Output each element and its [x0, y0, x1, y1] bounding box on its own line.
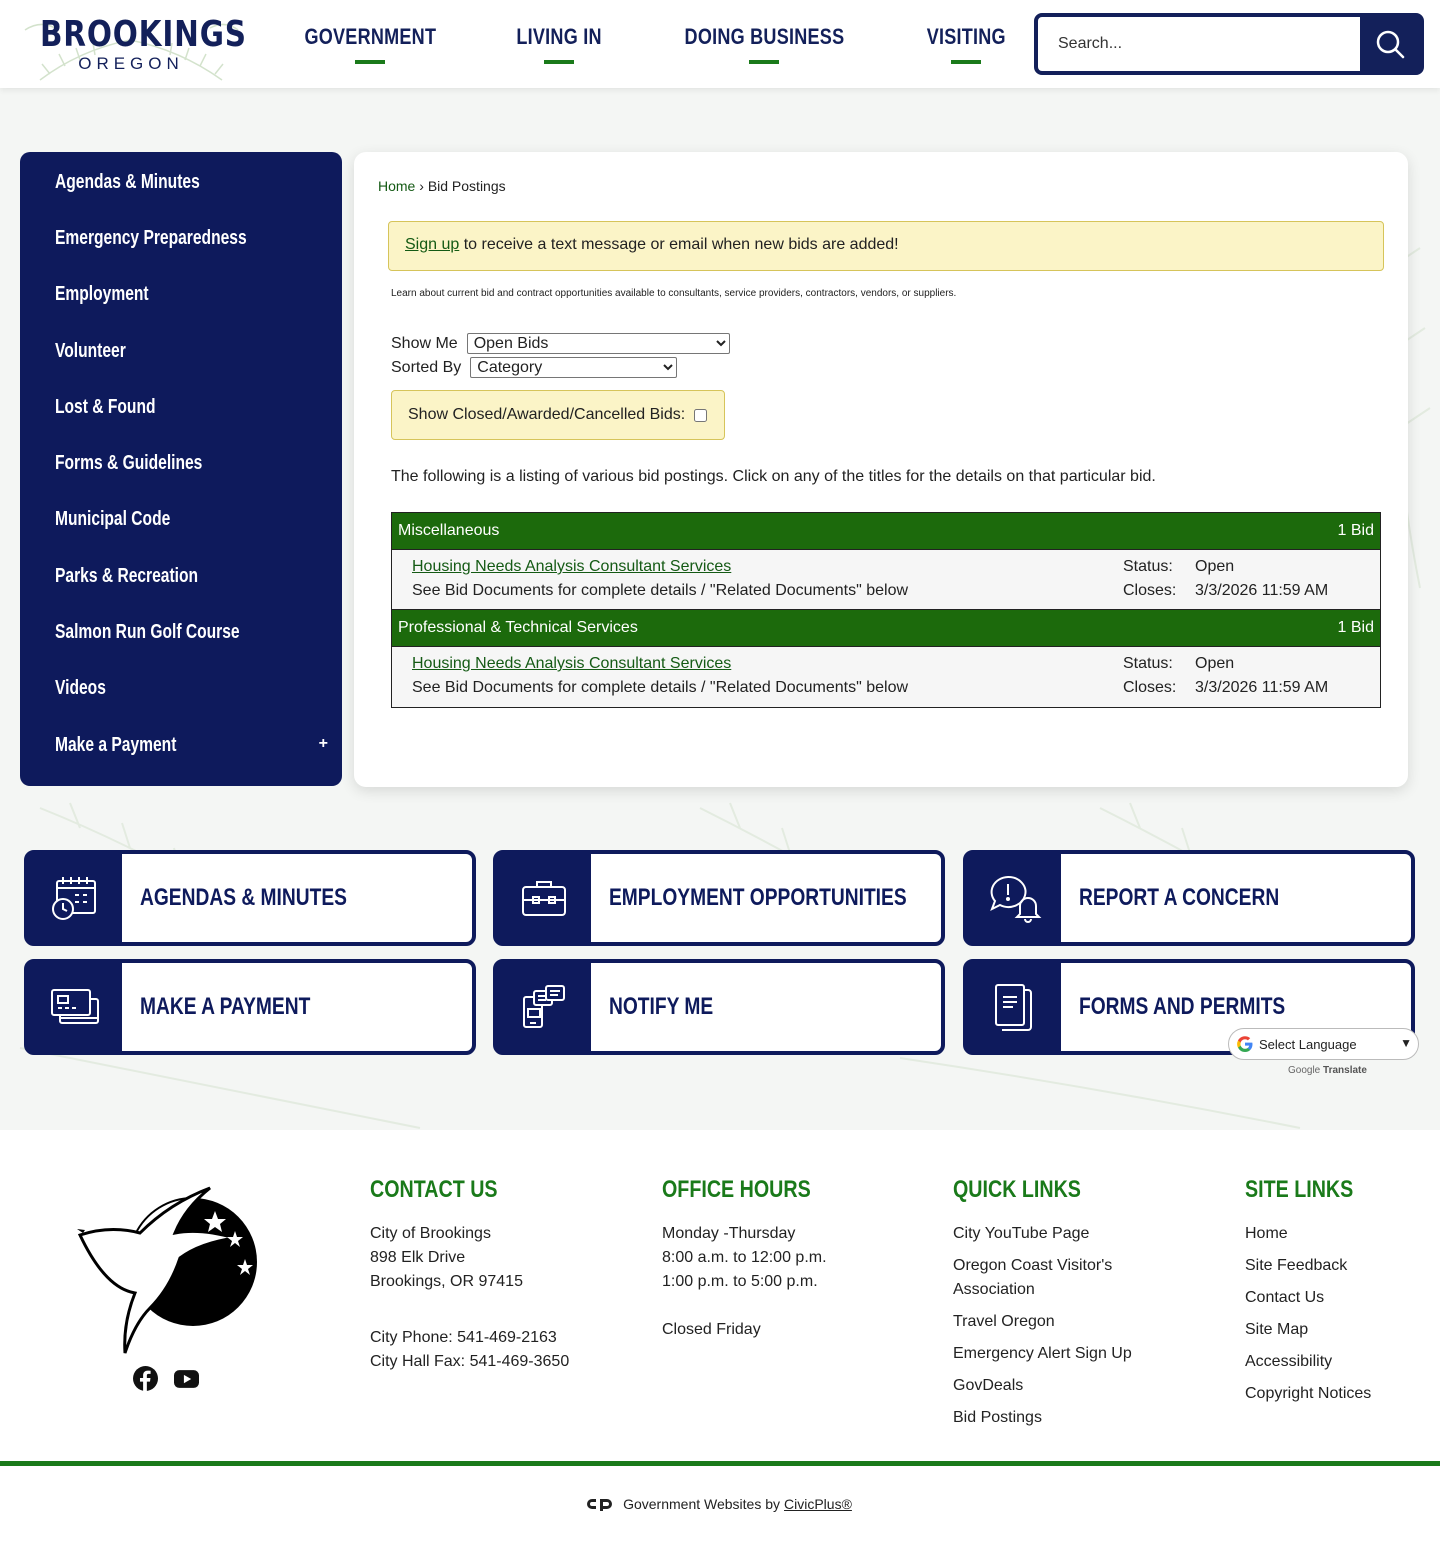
- tile-label: [140, 963, 353, 1051]
- briefcase-icon: [520, 878, 568, 918]
- sorted-by-label: Sorted By: [391, 358, 462, 376]
- sidebar-item-forms-guidelines[interactable]: [20, 435, 342, 491]
- breadcrumb-home-link[interactable]: Home: [378, 178, 416, 194]
- breadcrumb-separator: ›: [419, 178, 424, 194]
- calendar-clock-icon: [51, 875, 99, 921]
- sidebar-item-parks-recreation[interactable]: [20, 548, 342, 604]
- quick-link-oregon-coast[interactable]: Oregon Coast Visitor's Association: [953, 1257, 1113, 1298]
- breadcrumb: [378, 178, 506, 194]
- show-me-label: Show Me: [391, 334, 458, 352]
- nav-underline: [544, 60, 574, 64]
- documents-icon: [992, 982, 1036, 1032]
- chevron-down-icon: ▼: [1400, 1036, 1412, 1050]
- logo-title: BROOKINGS: [39, 14, 247, 55]
- sidebar-item-label: Municipal Code: [55, 508, 171, 531]
- category-header: [392, 610, 1380, 647]
- nav-label: DOING BUSINESS: [684, 24, 845, 49]
- bid-title-link[interactable]: Housing Needs Analysis Consultant Services: [412, 558, 732, 575]
- hours-line: 1:00 p.m. to 5:00 p.m.: [662, 1273, 818, 1290]
- sorted-by-select[interactable]: [470, 357, 677, 378]
- contact-line: 898 Elk Drive: [370, 1249, 466, 1266]
- bid-row: [392, 550, 1380, 610]
- contact-line: City of Brookings: [370, 1225, 491, 1242]
- category-count: 1 Bid: [1337, 522, 1374, 539]
- site-link-copyright[interactable]: Copyright Notices: [1245, 1385, 1372, 1402]
- site-footer: [0, 1130, 1440, 1464]
- contact-line: Brookings, OR 97415: [370, 1273, 523, 1290]
- bid-row: [392, 647, 1380, 707]
- category-name: Miscellaneous: [398, 522, 500, 539]
- sidebar-item-volunteer[interactable]: [20, 323, 342, 379]
- tile-icon-box: [28, 854, 122, 942]
- tile-label: [140, 854, 399, 942]
- bid-description: See Bid Documents for complete details / "Related Documents" below: [412, 582, 909, 599]
- sidebar-item-videos[interactable]: [20, 661, 342, 717]
- category-name: Professional & Technical Services: [398, 619, 638, 636]
- credit-card-icon: [50, 987, 100, 1027]
- tile-label: [609, 963, 739, 1051]
- sidebar-item-label: Volunteer: [55, 339, 126, 362]
- tile-agendas-minutes[interactable]: [24, 850, 476, 946]
- tile-label-text: REPORT A CONCERN: [1079, 884, 1280, 911]
- breadcrumb-current: Bid Postings: [427, 178, 506, 194]
- google-g-icon: [1236, 1035, 1254, 1053]
- sidebar-item-make-payment[interactable]: [20, 717, 342, 773]
- powered-by-google: [1288, 1065, 1367, 1076]
- bottom-text: Government Websites by: [623, 1495, 781, 1512]
- civicplus-icon: [588, 1497, 612, 1511]
- sidebar-item-label: Parks & Recreation: [55, 564, 199, 587]
- nav-doing-business[interactable]: [639, 0, 890, 88]
- hours-heading: OFFICE HOURS: [662, 1176, 811, 1203]
- sidebar-item-municipal-code[interactable]: [20, 492, 342, 548]
- logo-subtitle: OREGON: [78, 54, 184, 73]
- sidebar-item-agendas-minutes[interactable]: [20, 154, 342, 210]
- tile-label: [1079, 854, 1329, 942]
- tile-make-payment[interactable]: [24, 959, 476, 1055]
- nav-visiting[interactable]: [890, 0, 1043, 88]
- search-icon: [1374, 28, 1406, 60]
- hours-closed: Closed Friday: [662, 1321, 761, 1338]
- listing-description: The following is a listing of various bid postings. Click on any of the titles for the details on that particular bid.: [391, 468, 1156, 485]
- nav-underline: [355, 60, 385, 64]
- bid-status-value: Open: [1195, 655, 1235, 672]
- tile-label-text: EMPLOYMENT OPPORTUNITIES: [609, 884, 907, 911]
- translate-text: Translate: [1323, 1065, 1367, 1076]
- site-links-heading: SITE LINKS: [1245, 1176, 1354, 1203]
- show-closed-label: Show Closed/Awarded/Cancelled Bids:: [408, 406, 686, 423]
- tile-icon-box: [497, 963, 591, 1051]
- hours-line: Monday -Thursday: [662, 1225, 796, 1242]
- bid-table: [391, 512, 1381, 708]
- quick-links-heading: QUICK LINKS: [953, 1176, 1081, 1203]
- signup-link[interactable]: Sign up: [405, 236, 460, 253]
- facebook-icon: [133, 1366, 158, 1391]
- site-link-accessibility[interactable]: Accessibility: [1245, 1353, 1333, 1370]
- show-closed-checkbox[interactable]: [694, 409, 707, 422]
- tile-icon-box: [28, 963, 122, 1051]
- youtube-link[interactable]: [174, 1366, 199, 1396]
- sidebar-item-lost-found[interactable]: [20, 379, 342, 435]
- sidebar-item-label: Agendas & Minutes: [55, 170, 200, 193]
- seal-text: BROOKINGS: [75, 1158, 199, 1180]
- show-me-row: [391, 333, 730, 354]
- site-link-home[interactable]: Home: [1245, 1225, 1288, 1242]
- footer-contact-column: [370, 1176, 569, 1374]
- quick-link-emergency-alert[interactable]: Emergency Alert Sign Up: [953, 1345, 1132, 1362]
- quick-link-govdeals[interactable]: GovDeals: [953, 1377, 1024, 1394]
- notification-devices-icon: [520, 983, 568, 1031]
- tile-label-text: NOTIFY ME: [609, 993, 714, 1020]
- alert-text: to receive a text message or email when new bids are added!: [459, 236, 899, 253]
- signup-alert: [388, 221, 1384, 271]
- category-header: [392, 513, 1380, 550]
- tile-icon-box: [967, 963, 1061, 1051]
- search-box: [1034, 13, 1424, 75]
- nav-label: LIVING IN: [516, 24, 602, 49]
- bottom-bar: [0, 1466, 1440, 1541]
- tile-label: [609, 854, 981, 942]
- main-content: [354, 152, 1408, 787]
- nav-government[interactable]: [262, 0, 479, 88]
- sidebar-item-label: Videos: [55, 677, 106, 700]
- bid-status-label: Status:: [1123, 655, 1173, 672]
- facebook-link[interactable]: [133, 1366, 158, 1396]
- search-button[interactable]: [1360, 17, 1420, 71]
- bid-closes-value: 3/3/2026 11:59 AM: [1195, 582, 1329, 599]
- nav-underline: [749, 60, 779, 64]
- tile-icon-box: [967, 854, 1061, 942]
- bid-closes-label: Closes:: [1123, 582, 1177, 599]
- bid-description: See Bid Documents for complete details / "Related Documents" below: [412, 679, 909, 696]
- civicplus-link[interactable]: CivicPlus®: [784, 1495, 852, 1512]
- hours-line: 8:00 a.m. to 12:00 p.m.: [662, 1249, 827, 1266]
- tile-employment-opportunities[interactable]: [493, 850, 945, 946]
- alert-bell-icon: [988, 874, 1040, 922]
- tile-label-text: FORMS AND PERMITS: [1079, 993, 1286, 1020]
- show-closed-box: [391, 390, 725, 440]
- footer-site-links-column: [1245, 1176, 1377, 1414]
- tile-icon-box: [497, 854, 591, 942]
- sidebar-item-salmon-run-golf[interactable]: [20, 604, 342, 660]
- footer-hours-column: [662, 1176, 843, 1342]
- category-count: 1 Bid: [1337, 619, 1374, 636]
- quick-link-travel-oregon[interactable]: Travel Oregon: [953, 1313, 1055, 1330]
- contact-fax: City Hall Fax: 541-469-3650: [370, 1353, 570, 1370]
- bid-closes-label: Closes:: [1123, 679, 1177, 696]
- sidebar-nav: [20, 152, 342, 786]
- sidebar-item-label: Forms & Guidelines: [55, 452, 203, 475]
- bid-status-value: Open: [1195, 558, 1235, 575]
- site-link-feedback[interactable]: Site Feedback: [1245, 1257, 1348, 1274]
- nav-label: GOVERNMENT: [304, 24, 437, 49]
- sorted-by-row: [391, 357, 677, 378]
- bid-closes-value: 3/3/2026 11:59 AM: [1195, 679, 1329, 696]
- sidebar-item-label: Employment: [55, 283, 149, 306]
- site-header: [0, 0, 1440, 88]
- sidebar-item-label: Lost & Found: [55, 395, 156, 418]
- tile-label-text: AGENDAS & MINUTES: [140, 884, 347, 911]
- footer-quick-links-column: [953, 1176, 1153, 1438]
- sidebar-item-employment[interactable]: [20, 267, 342, 323]
- language-select[interactable]: [1228, 1028, 1419, 1060]
- sidebar-item-emergency-preparedness[interactable]: [20, 210, 342, 266]
- youtube-icon: [174, 1366, 199, 1391]
- bid-intro-text: Learn about current bid and contract opportunities available to consultants, service providers, contractors, vendors, or suppliers.: [391, 288, 957, 299]
- quick-link-bid-postings[interactable]: Bid Postings: [953, 1409, 1042, 1426]
- site-link-contact[interactable]: Contact Us: [1245, 1289, 1325, 1306]
- tile-notify-me[interactable]: [493, 959, 945, 1055]
- brookings-seal-logo: [75, 1158, 260, 1345]
- sidebar-item-label: Make a Payment: [55, 733, 177, 756]
- nav-underline: [951, 60, 981, 64]
- brookings-logo[interactable]: [20, 10, 247, 88]
- show-me-select[interactable]: [467, 333, 730, 354]
- sidebar-item-label: Salmon Run Golf Course: [55, 621, 240, 644]
- contact-phone: City Phone: 541-469-2163: [370, 1329, 557, 1346]
- site-link-site-map[interactable]: Site Map: [1245, 1321, 1309, 1338]
- powered-by-text: Google: [1288, 1065, 1321, 1076]
- search-input[interactable]: [1038, 17, 1364, 71]
- quick-link-youtube[interactable]: City YouTube Page: [953, 1225, 1090, 1242]
- contact-heading: CONTACT US: [370, 1176, 498, 1203]
- expand-plus-icon[interactable]: +: [318, 734, 328, 752]
- nav-living-in[interactable]: [479, 0, 639, 88]
- bid-title-link[interactable]: Housing Needs Analysis Consultant Services: [412, 655, 732, 672]
- sidebar-item-label: Emergency Preparedness: [55, 226, 247, 249]
- tile-report-concern[interactable]: [963, 850, 1415, 946]
- language-select-label: Select Language: [1259, 1036, 1357, 1052]
- nav-label: VISITING: [926, 24, 1006, 49]
- tile-label-text: MAKE A PAYMENT: [140, 993, 311, 1020]
- bid-status-label: Status:: [1123, 558, 1173, 575]
